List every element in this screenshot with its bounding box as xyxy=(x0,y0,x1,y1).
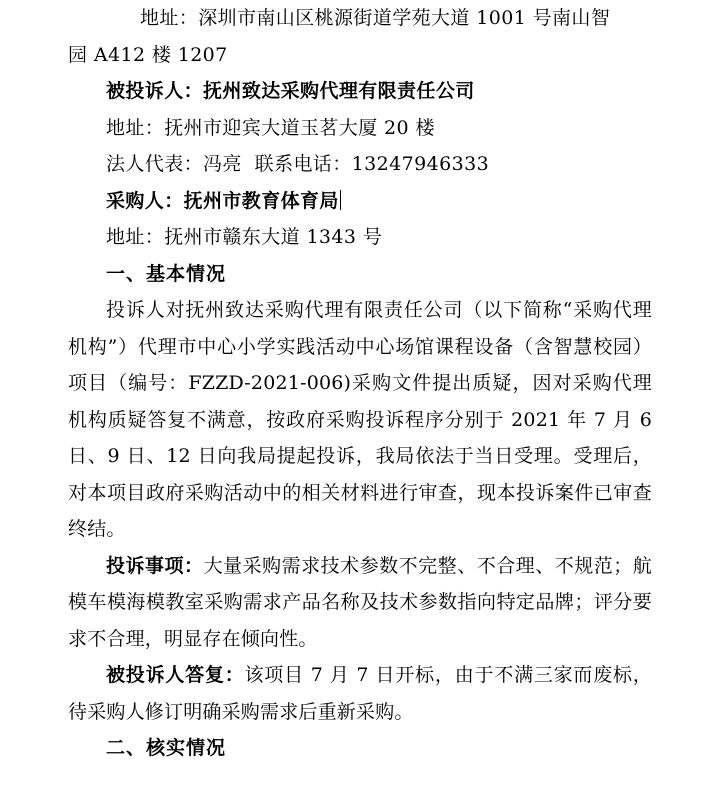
respondent-name: 抚州致达采购代理有限责任公司 xyxy=(203,80,475,102)
respondent-address-line: 地址：抚州市迎宾大道玉茗大厦 20 楼 xyxy=(106,116,435,139)
respondent-label: 被投诉人： xyxy=(106,80,204,102)
respondent-legal-rep-line: 法人代表：冯亮 联系电话：13247946333 xyxy=(106,153,490,175)
complainant-address-line-2: 园 A412 楼 1207 xyxy=(68,43,228,66)
purchaser-name: 抚州市教育体育局 xyxy=(183,189,339,212)
text-cursor xyxy=(340,190,341,210)
purchaser-address-line: 地址：抚州市赣东大道 1343 号 xyxy=(106,226,383,248)
complaint-items-paragraph xyxy=(68,548,652,658)
complaint-items-label: 投诉事项： xyxy=(106,554,204,577)
section-one-heading: 一、基本情况 xyxy=(106,262,227,285)
respondent-reply-text: 该项目 7 月 7 日开标，由于不满三家而废标，待采购人修订明确采购需求后重新采购。 xyxy=(68,664,652,723)
purchaser-title-line xyxy=(68,183,652,220)
respondent-reply-label: 被投诉人答复： xyxy=(106,664,245,686)
section-two-heading: 二、核实情况 xyxy=(106,737,227,759)
respondent-title-line xyxy=(68,73,652,110)
respondent-reply-paragraph xyxy=(68,657,652,730)
purchaser-label: 采购人： xyxy=(106,189,184,212)
complainant-address-line-1: 地址：深圳市南山区桃源街道学苑大道 1001 号南山智 xyxy=(140,7,611,29)
complaint-items-text: 大量采购需求技术参数不完整、不合理、不规范；航模车模海模教室采购需求产品名称及技术参数指向特定品牌；评分要求不合理，明显存在倾向性。 xyxy=(68,554,652,650)
basic-situation-paragraph: 投诉人对抚州致达采购代理有限责任公司（以下简称“采购代理机构”）代理市中心小学实践活动中心场馆课程设备（含智慧校园）项目（编号：FZZD-2021-006)采购文件提出质疑，因对采购代理机构质疑答复不满意，按政府采购投诉程序分别于 2021 年 7 月 6 日、9 日、12 日向我局提起投诉，我局依法于当日受理。受理后，对本项目政府采购活动中的相关材料进行审查，现本投诉案件已审查终结。 xyxy=(68,299,652,540)
